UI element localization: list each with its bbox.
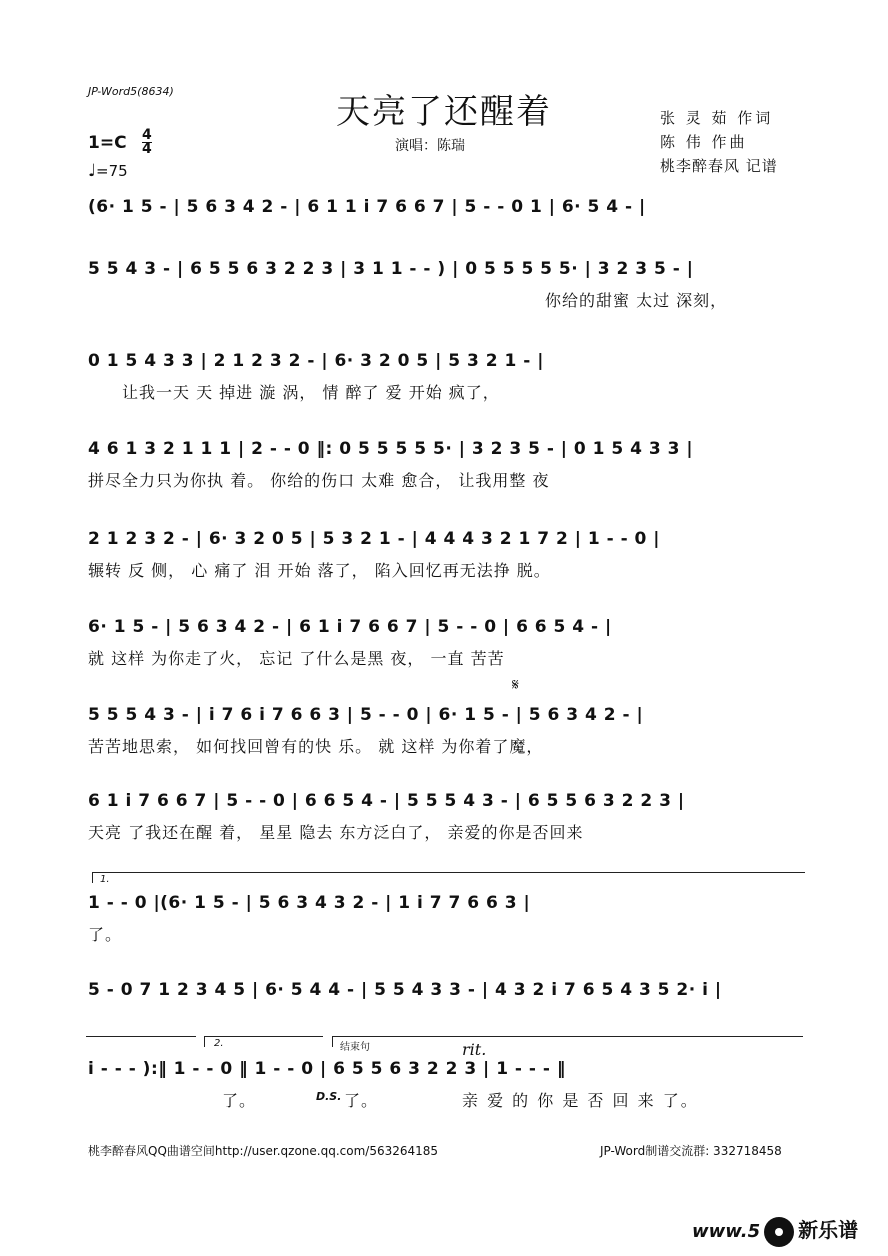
composer-credit: 陈 伟 作曲 — [660, 133, 748, 151]
score-line-10: 5 - 0 7 1 2 3 4 5 | 6· 5 4 4 - | 5 5 4 3 3 - | 4 3 2 i 7 6 5 4 3 5 2· i | — [88, 980, 722, 1000]
lyrics-line-11a: 了。 — [222, 1091, 257, 1110]
footer-right: JP-Word制谱交流群: 332718458 — [600, 1144, 782, 1158]
score-line-7: 5 5 5 4 3 - | i 7 6 i 7 6 6 3 | 5 - - 0 | 6· 1 5 - | 5 6 3 4 2 - | — [88, 705, 644, 725]
lyrics-line-3: 让我一天 天 掉进 漩 涡， 情 醉了 爱 开始 疯了， — [122, 383, 500, 402]
time-signature — [142, 129, 152, 156]
site-logo — [692, 1214, 858, 1247]
lyrics-line-11c: 亲 爱 的 你 是 否 回 来 了。 — [462, 1091, 699, 1110]
lyrics-line-8: 天亮 了我还在醒 着， 星星 隐去 东方泛白了， 亲爱的你是否回来 — [88, 823, 584, 842]
score-line-2: 5 5 4 3 - | 6 5 5 6 3 2 2 3 | 3 1 1 - - ) | 0 5 5 5 5 5· | 3 2 3 5 - | — [88, 259, 694, 279]
ending-bracket — [332, 1036, 803, 1047]
lyrics-line-11b: 了。 — [344, 1091, 379, 1110]
time-denominator: 4 — [142, 141, 152, 157]
lyrics-line-4: 拼尽全力只为你执 着。 你给的伤口 太难 愈合， 让我用整 夜 — [88, 471, 550, 490]
logo-url-prefix: www.5 — [692, 1221, 761, 1242]
record-disc-icon — [764, 1217, 794, 1247]
ending-label: 结束句 — [340, 1042, 370, 1053]
score-line-9: 1 - - 0 |(6· 1 5 - | 5 6 3 4 3 2 - | 1 i 7 7 6 6 3 | — [88, 893, 531, 913]
lyrics-line-5: 辗转 反 侧， 心 痛了 泪 开始 落了， 陷入回忆再无法挣 脱。 — [88, 561, 551, 580]
lyrics-line-9: 了。 — [88, 925, 123, 944]
score-line-5: 2 1 2 3 2 - | 6· 3 2 0 5 | 5 3 2 1 - | 4 4 4 3 2 1 7 2 | 1 - - 0 | — [88, 529, 661, 549]
score-line-1: (6· 1 5 - | 5 6 3 4 2 - | 6 1 1 i 7 6 6 7 | 5 - - 0 1 | 6· 5 4 - | — [88, 197, 646, 217]
tempo-value: =75 — [96, 162, 128, 180]
quarter-note-icon: ♩ — [88, 161, 97, 181]
volta-1-label: 1. — [100, 874, 110, 885]
lyrics-line-6: 就 这样 为你走了火， 忘记 了什么是黑 夜， 一直 苦苦 — [88, 649, 505, 668]
singer-credit: 演唱：陈瑞 — [395, 138, 465, 154]
lyricist-credit: 张 灵 茹 作词 — [660, 109, 774, 127]
segno-sign: 𝄋 — [512, 675, 519, 694]
score-line-6: 6· 1 5 - | 5 6 3 4 2 - | 6 1 i 7 6 6 7 | 5 - - 0 | 6 6 5 4 - | — [88, 617, 612, 637]
dal-segno-mark: D.S. — [316, 1090, 342, 1103]
score-line-4: 4 6 1 3 2 1 1 1 | 2 - - 0 ‖: 0 5 5 5 5 5· | 3 2 3 5 - | 0 1 5 4 3 3 | — [88, 439, 694, 459]
logo-name: 新乐谱 — [798, 1218, 859, 1242]
software-label: JP-Word5(8634) — [88, 85, 174, 98]
key-signature: 1=C — [88, 133, 127, 153]
time-numerator: 4 — [142, 127, 152, 143]
volta-2-label: 2. — [214, 1038, 224, 1049]
volta-1-bracket — [92, 872, 805, 883]
lyrics-line-7: 苦苦地思索， 如何找回曾有的快 乐。 就 这样 为你着了魔， — [88, 737, 544, 756]
footer-left: 桃李醉春风QQ曲谱空间http://user.qzone.qq.com/563264185 — [88, 1144, 439, 1158]
score-line-8: 6 1 i 7 6 6 7 | 5 - - 0 | 6 6 5 4 - | 5 5 5 4 3 - | 6 5 5 6 3 2 2 3 | — [88, 791, 685, 811]
song-title: 天亮了还醒着 — [336, 92, 552, 132]
volta-1-continuation — [86, 1036, 196, 1047]
ritardando-mark: rit. — [462, 1040, 487, 1059]
lyrics-line-2: 你给的甜蜜 太过 深刻， — [545, 291, 728, 310]
score-line-11: i - - - ):‖ 1 - - 0 ‖ 1 - - 0 | 6 5 5 6 3 2 2 3 | 1 - - - ‖ — [88, 1059, 566, 1079]
tempo-marking — [88, 161, 128, 181]
transcriber-credit: 桃李醉春风 记谱 — [660, 157, 778, 175]
score-line-3: 0 1 5 4 3 3 | 2 1 2 3 2 - | 6· 3 2 0 5 | 5 3 2 1 - | — [88, 351, 544, 371]
